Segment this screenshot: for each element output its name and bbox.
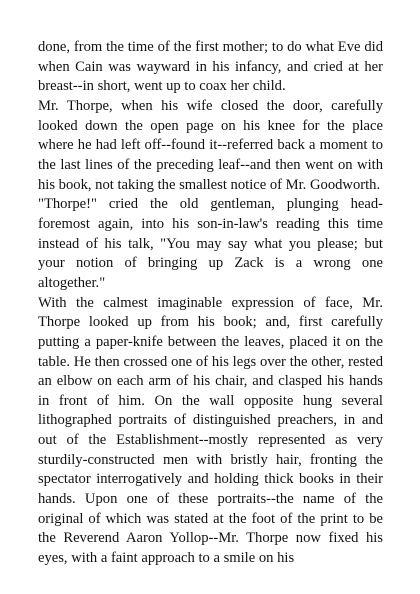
paragraph-continuation: done, from the time of the first mother; to do what Eve did when Cain was wayward in his infancy, and cried at her breast--in short, went up to coax her child. — [38, 39, 383, 95]
paragraph-mr-thorpe-reading: Mr. Thorpe, when his wife closed the door, carefully looked down the open page on his knee for the place where he had left off--found it--referred back a moment to the last lines of the preceding leaf--and then went on with his book, not taking the smallest notice of Mr. Goodworth. — [38, 97, 383, 193]
paragraph-old-gentleman: "Thorpe!" cried the old gentleman, plunging head-foremost again, into his son-in-law's reading this time instead of his talk, "You may say what you please; but your notion of bringing up Zack is a wrong one altogether." — [38, 196, 383, 291]
page-text — [38, 38, 383, 569]
paragraph-calmest-expression: With the calmest imaginable expression of face, Mr. Thorpe looked up from his book; and, first carefully putting a paper-knife between the leaves, placed it on the table. He then crossed one of his legs over the other, rested an elbow on each arm of his chair, and clasped his hands in front of him. On the wall opposite hung several lithographed portraits of distinguished preachers, in and out of the Establishment--mostly represented as very sturdily-constructed men with bristly hair, fronting the spectator interrogatively and holding thick books in their hands. Upon one of these portraits--the name of the original of which was stated at the foot of the print to be the Reverend Aaron Yollop--Mr. Thorpe now fixed his eyes, with a faint approach to a smile on his — [38, 294, 383, 567]
